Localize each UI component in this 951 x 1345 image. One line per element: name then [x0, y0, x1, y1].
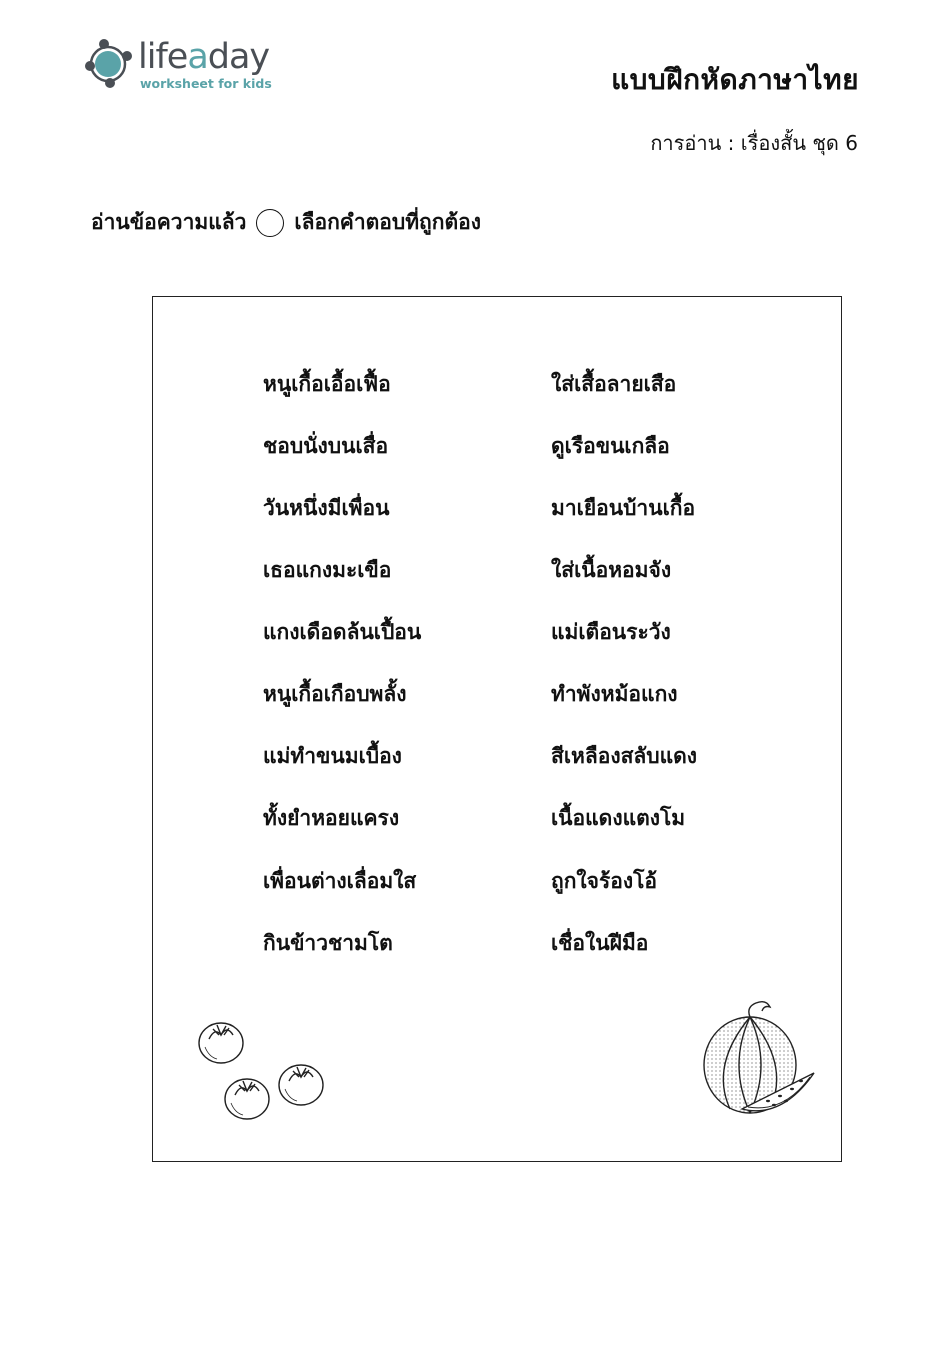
story-line: วันหนึ่งมีเพื่อน	[263, 495, 390, 520]
story-line: มาเยือนบ้านเกื้อ	[551, 495, 696, 520]
story-line: หนูเกื้อเอื้อเฟื้อ	[263, 371, 391, 396]
page-title: แบบฝึกหัดภาษาไทย	[611, 63, 859, 96]
page-subtitle: การอ่าน : เรื่องสั้น ชุด 6	[650, 131, 858, 155]
logo-wordmark: lifeaday	[138, 37, 270, 77]
logo-tagline: worksheet for kids	[140, 76, 272, 91]
story-line: ถูกใจร้องโอ้	[551, 868, 658, 893]
story-line: หนูเกื้อเกือบพลั้ง	[263, 681, 407, 706]
logo-molecule-icon	[84, 36, 136, 92]
story-box	[152, 296, 842, 1162]
story-line: แม่เตือนระวัง	[551, 619, 671, 644]
story-line: เชื่อในฝีมือ	[551, 930, 649, 955]
instruction-text-before: อ่านข้อความแล้ว	[91, 210, 247, 234]
story-line: แกงเดือดล้นเปื้อน	[263, 619, 422, 644]
lifeaday-logo	[84, 36, 284, 94]
story-line: กินข้าวชามโต	[263, 930, 393, 955]
story-line: ชอบนั่งบนเสื่อ	[263, 433, 389, 458]
story-line: ทั้งยำหอยแครง	[263, 805, 400, 830]
instruction-text-after: เลือกคำตอบที่ถูกต้อง	[294, 210, 481, 234]
story-line: สีเหลืองสลับแดง	[551, 743, 698, 768]
story-line: เธอแกงมะเขือ	[263, 557, 392, 582]
story-line: แม่ทำขนมเบื้อง	[263, 743, 402, 768]
story-line: เนื้อแดงแตงโม	[551, 805, 686, 830]
story-line: ใส่เนื้อหอมจัง	[551, 557, 672, 582]
story-line: เพื่อนต่างเลื่อมใส	[263, 868, 417, 893]
story-line: ดูเรือขนเกลือ	[551, 433, 670, 458]
answer-circle-icon	[256, 209, 284, 237]
story-line: ใส่เสื้อลายเสือ	[551, 371, 677, 396]
instruction	[91, 206, 481, 239]
story-line: ทำพังหม้อแกง	[551, 681, 678, 706]
tomatoes-illustration	[191, 1007, 331, 1127]
watermelon-illustration	[698, 997, 828, 1127]
